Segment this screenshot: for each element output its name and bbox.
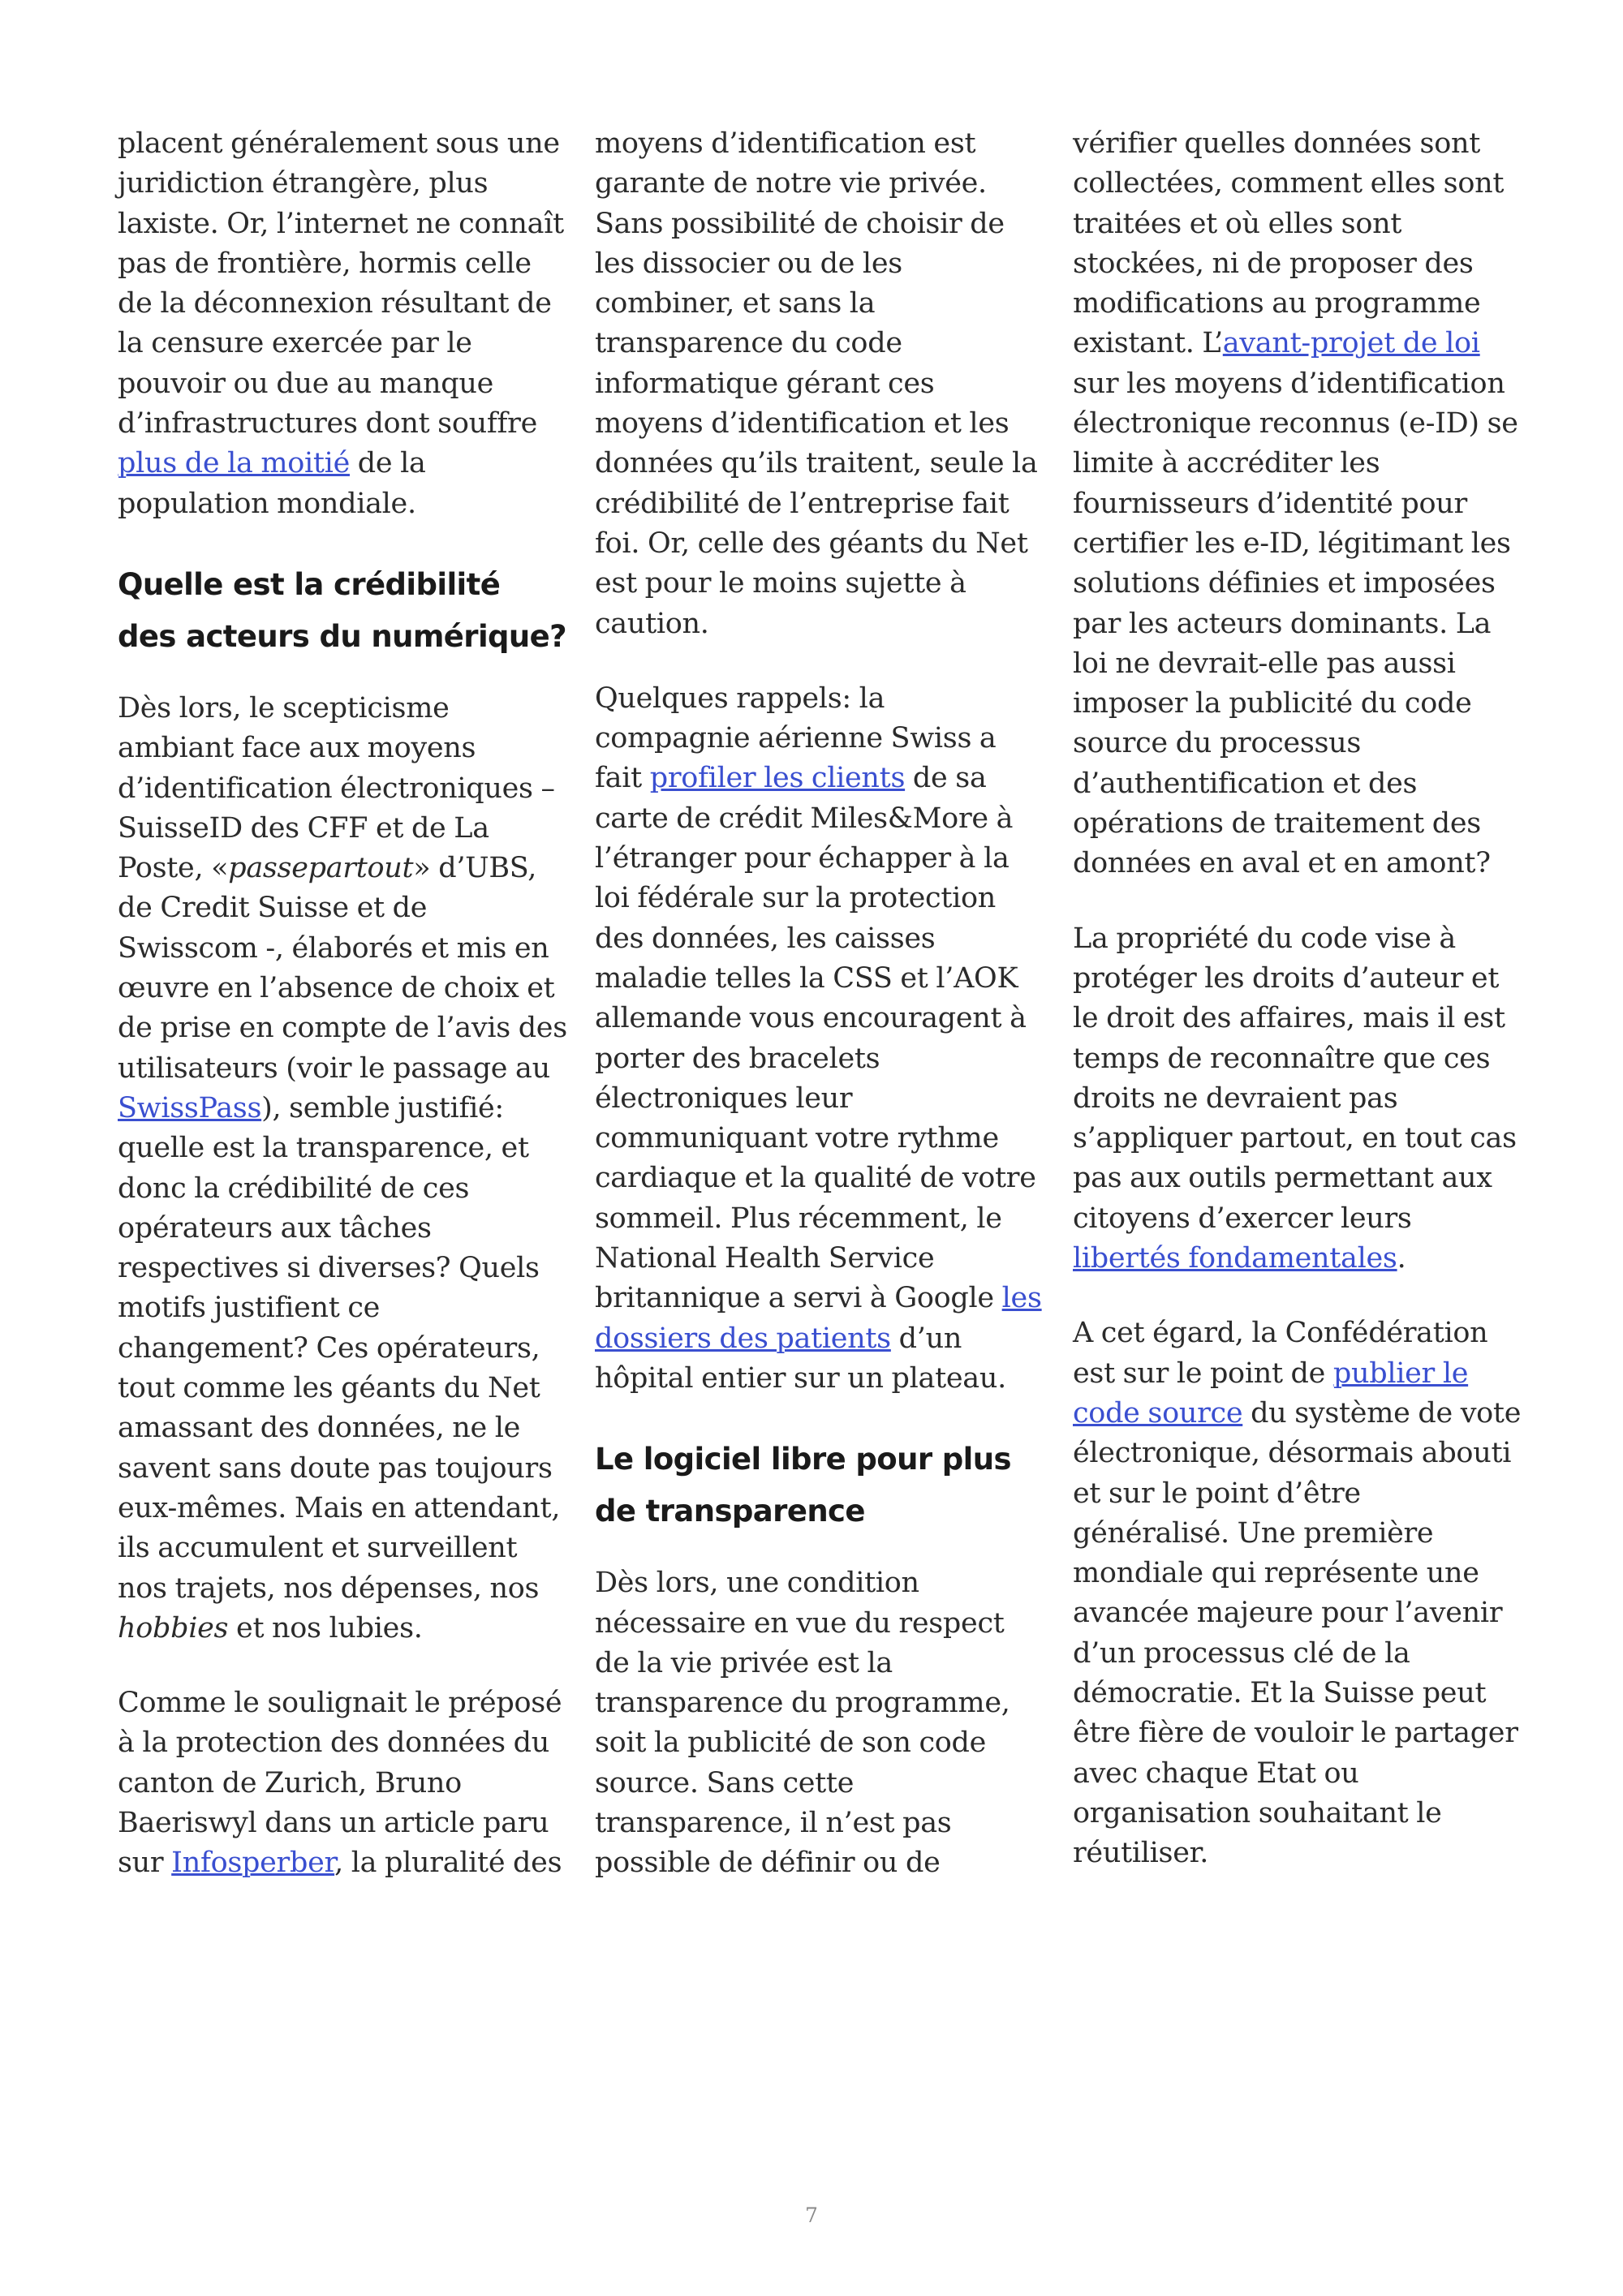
column-2 — [595, 124, 1045, 1919]
paragraph: Comme le soulignait le préposé à la protection des données du canton de Zurich, Bruno Baeriswyl dans un article paru sur Infosperber, la pluralité des — [118, 1687, 562, 1880]
paragraph: Dès lors, une condition nécessaire en vue du respect de la vie privée est la transparence du programme, soit la publicité de son code source. Sans cette transparence, il n’est pas possible de définir ou de — [595, 1567, 1010, 1880]
link-plus-de-la-moitie[interactable]: plus de la moitié — [118, 447, 350, 480]
link-avant-projet-de-loi[interactable]: avant-projet de loi — [1222, 327, 1480, 360]
paragraph: vérifier quelles données sont collectées, comment elles sont traitées et où elles sont stockées, ni de proposer des modifications au programme existant. L’avant-projet de loi sur les moyens d’identification électronique reconnus (e-ID) se limite à accréditer les fournisseurs d’identité pour certifier les e-ID, légitimant les solutions définies et imposées par les acteurs dominants. La loi ne devrait-elle pas aussi imposer la publicité du code source du processus d’authentification et des opérations de traitement des données en aval et en amont? — [1073, 127, 1518, 880]
section-heading-credibilite: Quelle est la crédibilité des acteurs du numérique? — [118, 566, 567, 654]
paragraph: La propriété du code vise à protéger les droits d’auteur et le droit des affaires, mais il est temps de reconnaître que ces droits ne devraient pas s’appliquer partout, en tout cas pas aux outils permettant aux citoyens d’exercer leurs libertés fondamentales. — [1073, 922, 1517, 1275]
paragraph: Quelques rappels: la compagnie aérienne Swiss a fait profiler les clients de sa carte de crédit Miles&More à l’étranger pour échapper à la loi fédérale sur la protection des données, les caisses maladie telles la CSS et l’AOK allemande vous encouragent à porter des bracelets électroniques leur communiquant votre rythme cardiaque et la qualité de votre sommeil. Plus récemment, le National Health Service britannique a servi à Google les dossiers des patients d’un hôpital entier sur un plateau. — [595, 681, 1042, 1395]
paragraph: A cet égard, la Confédération est sur le point de publier le code source du système de vote électronique, désormais abouti et sur le point d’être généralisé. Une première mondiale qui représente une avancée majeure pour l’avenir d’un processus clé de la démocratie. Et la Suisse peut être fière de vouloir le partager avec chaque Etat ou organisation souhaitant le réutiliser. — [1073, 1317, 1522, 1870]
paragraph: moyens d’identification est garante de notre vie privée. Sans possibilité de choisir de les dissocier ou de les combiner, et sans la transparence du code informatique gérant ces moyens d’identification et les données qu’ils traitent, seule la crédibilité de l’entreprise fait foi. Or, celle des géants du Net est pour le moins sujette à caution. — [595, 127, 1038, 640]
paragraph: Dès lors, le scepticisme ambiant face aux moyens d’identification électroniques – SuisseID des CFF et de La Poste, «passepartout» d’UBS, de Credit Suisse et de Swisscom -, élaborés et mis en œuvre en l’absence de choix et de prise en compte de l’avis des utilisateurs (voir le passage au SwissPass), semble justifié: quelle est la transparence, et donc la crédibilité de ces opérateurs aux tâches respectives si diverses? Quels motifs justifient ce changement? Ces opérateurs, tout comme les géants du Net amassant des données, ne le savent sans doute pas toujours eux-mêmes. Mais en attendant, ils accumulent et surveillent nos trajets, nos dépenses, nos hobbies et nos lubies. — [118, 691, 567, 1645]
link-dossiers-des-patients[interactable]: les dossiers des patients — [595, 1282, 1042, 1355]
link-libertes-fondamentales[interactable]: libertés fondamentales — [1073, 1242, 1397, 1275]
page-number: 7 — [805, 2204, 818, 2227]
paragraph: placent généralement sous une juridiction étrangère, plus laxiste. Or, l’internet ne connaît pas de frontière, hormis celle de la déconnexion résultant de la censure exercée par le pouvoir ou due au manque d’infrastructures dont souffre plus de la moitié de la population mondiale. — [118, 127, 564, 520]
column-3 — [1073, 124, 1523, 1908]
link-swisspass[interactable]: SwissPass — [118, 1091, 262, 1124]
column-1 — [118, 124, 568, 1919]
link-publier-le-code-source[interactable]: publier le code source — [1073, 1357, 1469, 1430]
section-heading-logiciel-libre: Le logiciel libre pour plus de transparence — [595, 1442, 1011, 1529]
link-profiler-les-clients[interactable]: profiler les clients — [649, 762, 906, 795]
link-infosperber[interactable]: Infosperber — [171, 1847, 335, 1880]
